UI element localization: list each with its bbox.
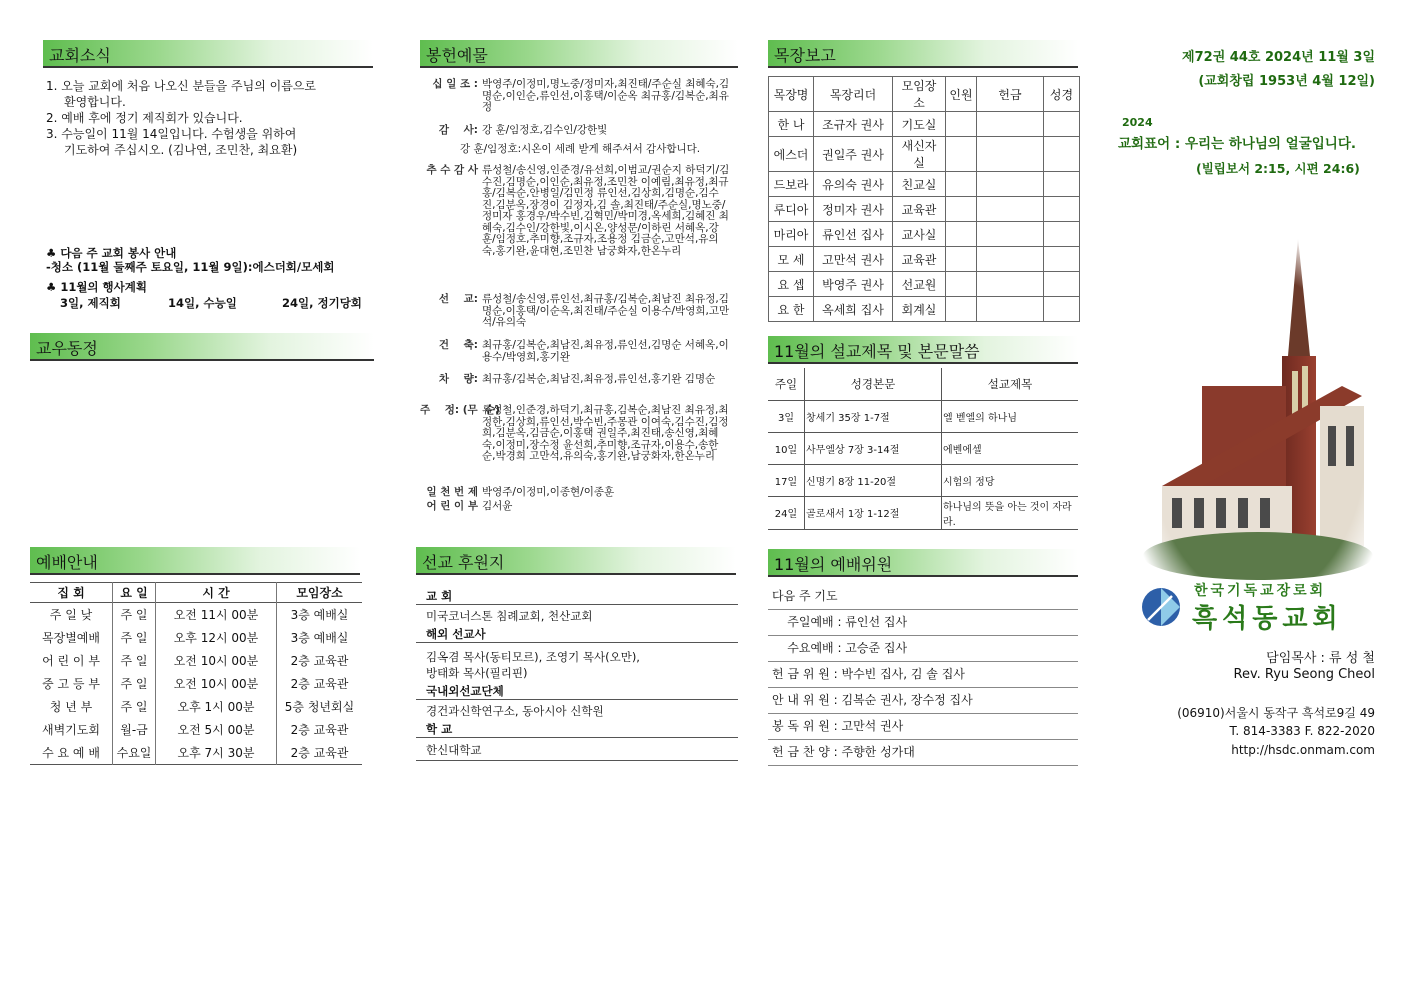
offering-names: 박영주/이정미,명노중/정미자,최진태/주순실 최혜숙,김명순,이인순,류인선,이홍택/이순옥 최규홍/김복순,최유정 — [482, 78, 730, 113]
cell: 3층 예배실 — [290, 608, 349, 622]
worship-guide-table — [30, 582, 362, 765]
offerings-header — [420, 40, 738, 68]
missions-title: 선교 후원지 — [422, 553, 505, 572]
motto: 교회표어 : 우리는 하나님의 얼굴입니다. — [1118, 136, 1356, 152]
news-item: 기도하여 주십시오. (김나연, 조민찬, 최요환) — [64, 143, 298, 157]
church-emblem-icon — [1140, 586, 1182, 628]
cell — [1044, 172, 1080, 197]
cell: 하나님의 뜻을 아는 것이 자라라. — [943, 501, 1072, 528]
offering-row — [420, 125, 730, 137]
news-title: 교회소식 — [49, 46, 111, 65]
col-header: 설교제목 — [987, 376, 1033, 391]
cell: 목장별예배 — [30, 626, 113, 649]
cell — [1044, 112, 1080, 137]
col-header: 성경본문 — [805, 368, 942, 400]
cell: 교사실 — [893, 222, 946, 247]
offering-label: 주 정: (무 순) — [420, 404, 500, 416]
news-item: 1. 오늘 교회에 처음 나오신 분들을 주님의 이름으로 — [46, 79, 316, 93]
cell — [1044, 137, 1080, 172]
event-item: 3일, 제직회 — [60, 296, 121, 310]
mission-group-head: 학 교 — [416, 721, 738, 738]
cell — [977, 272, 1044, 297]
offering-row — [420, 487, 730, 499]
offering-names: 강 훈/임정호:시온이 세례 받게 해주셔서 감사합니다. — [460, 143, 701, 155]
table-row — [769, 247, 1080, 272]
col-header: 목장리더 — [814, 77, 893, 112]
sermons-header — [768, 336, 1078, 364]
cell: 엘 벧엘의 하나님 — [943, 412, 1017, 424]
cell: 기도실 — [893, 112, 946, 137]
cell: 권일주 권사 — [814, 137, 893, 172]
offering-names: 류성철/송신영,인준경/유선희,이범교/권순지 하덕기/김수진,김명순,이인순,최유정,조민찬 이예림,최유정,최규홍/김복순,안병일/김민정 류인선,김상희,김명순,김수진,김분옥,장경이 김정자,김 솔,최진태/주순실,명노중/정미자 홍경우/박수빈,김혁민/박미경,옥세희,김혜진 최혜숙,김수인/강한빛,이시온,양성문/이하린 서혜옥,강 훈/임정호,추미향,조규자,조용정 김금순,고만석,유의숙,홍기완,윤대현,조민찬 남궁화자,한온누리 — [482, 164, 730, 257]
staff-line: 주일예배 : 류인선 집사 — [768, 610, 1078, 636]
cell: 청 년 부 — [30, 695, 113, 718]
col-header: 목장명 — [769, 77, 814, 112]
cell — [946, 172, 977, 197]
cell — [1044, 272, 1080, 297]
cell: 2층 교육관 — [290, 654, 349, 668]
staff-line: 안 내 위 원 : 김복순 권사, 장수정 집사 — [768, 688, 1078, 714]
mission-group-head: 교 회 — [416, 588, 738, 605]
cell-report-table — [768, 76, 1080, 322]
service-notice-title: ♣ 다음 주 교회 봉사 안내 — [46, 246, 177, 260]
offering-names: 최규홍/김복순,최남진,최유정,류인선,김명순 서혜옥,이용수/박영희,홍기완 — [482, 339, 729, 363]
offering-names: 강 훈/임정호,김수인/강한빛 — [482, 124, 608, 136]
table-row — [30, 695, 362, 718]
cell: 교육관 — [893, 247, 946, 272]
cell: 창세기 35장 1-7절 — [805, 400, 942, 432]
cell — [946, 112, 977, 137]
cell — [977, 172, 1044, 197]
cell — [977, 297, 1044, 322]
cell: 골로새서 1장 1-12절 — [805, 496, 942, 529]
cell: 루디아 — [769, 197, 814, 222]
cell: 주 일 — [113, 626, 156, 649]
phone: T. 814-3383 F. 822-2020 — [1229, 724, 1375, 738]
cell — [1044, 247, 1080, 272]
website-link[interactable]: http://hsdc.onmam.com — [1231, 743, 1375, 757]
cell: 조규자 권사 — [814, 112, 893, 137]
table-row — [768, 496, 1078, 529]
cell: 3층 예배실 — [290, 631, 349, 645]
cell: 오전 11시 00분 — [156, 603, 277, 627]
events-title: ♣ 11월의 행사계획 — [46, 280, 147, 294]
offering-label: 건 축: — [438, 339, 478, 351]
cell: 시험의 정당 — [943, 476, 995, 488]
cell: 정미자 권사 — [814, 197, 893, 222]
cell: 새벽기도회 — [30, 718, 113, 741]
sermons-title: 11월의 설교제목 및 본문말씀 — [774, 342, 980, 361]
offerings-title: 봉헌예물 — [426, 46, 488, 65]
cell: 수요일 — [113, 741, 156, 765]
cell: 3일 — [768, 400, 805, 432]
offering-row — [420, 144, 730, 156]
motto-year: 2024 — [1122, 116, 1153, 129]
cell — [977, 137, 1044, 172]
members-news-header — [30, 333, 374, 361]
cell: 어 린 이 부 — [30, 649, 113, 672]
cell: 월-금 — [113, 718, 156, 741]
cell: 2층 교육관 — [290, 746, 349, 760]
service-notice-line: -청소 (11월 둘째주 토요일, 11월 9일):에스더회/모세회 — [46, 260, 335, 274]
table-row — [768, 400, 1078, 432]
offering-label: 추 수 감 사 — [426, 164, 478, 176]
founded-line: (교회창립 1953년 4월 12일) — [1198, 74, 1375, 89]
cell: 오전 10시 00분 — [156, 672, 277, 695]
cell: 회계실 — [893, 297, 946, 322]
issue-line: 제72권 44호 2024년 11월 3일 — [1182, 50, 1375, 65]
offering-label: 어 린 이 부 — [426, 500, 478, 512]
mission-line: 한신대학교 — [416, 742, 738, 761]
offering-names: 박영주/이정미,이종현/이종훈 — [482, 486, 615, 498]
cell — [946, 272, 977, 297]
table-row — [30, 718, 362, 741]
col-header: 주일 — [768, 368, 805, 400]
table-row — [30, 603, 362, 627]
cell: 친교실 — [893, 172, 946, 197]
pastor-ko: 담임목사 : 류 성 철 — [1266, 651, 1375, 666]
worship-staff-list — [768, 584, 1078, 766]
cell: 수 요 예 배 — [30, 741, 113, 765]
cell — [946, 137, 977, 172]
cell: 선교원 — [893, 272, 946, 297]
cell: 옥세희 집사 — [814, 297, 893, 322]
offering-label: 십 일 조 : — [432, 78, 478, 90]
cell: 모 세 — [769, 247, 814, 272]
offering-row — [420, 501, 730, 513]
cell: 주 일 — [113, 603, 156, 627]
cell — [946, 197, 977, 222]
table-row — [30, 626, 362, 649]
cell: 드보라 — [769, 172, 814, 197]
news-item: 2. 예배 후에 정기 제직회가 있습니다. — [46, 111, 243, 125]
cell: 요 한 — [769, 297, 814, 322]
event-item: 14일, 수능일 — [168, 296, 237, 310]
mission-line: 미국코너스톤 침례교회, 천산교회 — [426, 609, 593, 623]
church-logo — [1140, 583, 1380, 636]
cell — [946, 247, 977, 272]
address: (06910)서울시 동작구 흑석로9길 49 — [1177, 706, 1375, 720]
offering-names: 류성철/송신영,류인선,최규홍/김복순,최남진 최유정,김명순,이홍택/이순옥,최진태/주순실 이용수/박영희,고만석/유의숙 — [482, 293, 730, 328]
table-row — [30, 672, 362, 695]
table-row — [769, 112, 1080, 137]
mission-line: 김옥겸 목사(동티모르), 조영기 목사(오만), — [426, 650, 640, 664]
worship-staff-title: 11월의 예배위원 — [774, 555, 893, 574]
offering-label: 일 천 번 제 — [426, 486, 478, 498]
table-row — [769, 137, 1080, 172]
cell: 오후 7시 30분 — [156, 741, 277, 765]
mission-line: 경건과신학연구소, 동아시아 신학원 — [426, 704, 604, 718]
members-news-title: 교우동정 — [36, 339, 98, 358]
cell: 교육관 — [893, 197, 946, 222]
cell: 오후 1시 00분 — [156, 695, 277, 718]
offering-label: 감 사: — [438, 124, 478, 136]
cell — [1044, 222, 1080, 247]
offering-names: 김서윤 — [482, 500, 513, 512]
staff-line: 수요예배 : 고승준 집사 — [768, 636, 1078, 662]
cell: 유의숙 권사 — [814, 172, 893, 197]
cell: 한 나 — [769, 112, 814, 137]
cell — [1044, 297, 1080, 322]
mission-line: 방태화 목사(필리핀) — [426, 666, 528, 680]
cell: 오전 10시 00분 — [156, 649, 277, 672]
table-row — [768, 464, 1078, 496]
cell: 5층 청년회실 — [284, 700, 355, 714]
news-list — [46, 78, 376, 158]
offering-row — [420, 294, 730, 329]
cell: 주 일 낮 — [30, 603, 113, 627]
offering-names: 류성철,인준경,하덕기,최규홍,김복순,최남진 최유정,최정한,김상희,류인선,박수빈,주몽관 이여숙,김수진,김정희,김분옥,김금순,이홍택 권일주,최진태,송신영,최혜숙,이정미,장수정 윤선희,추미향,조규자,이용수,송한순,박경희 고만석,유의숙,홍기완,남궁화자,한온누리 — [482, 404, 729, 462]
cell — [1044, 197, 1080, 222]
service-notice — [46, 246, 376, 274]
staff-line: 다음 주 기도 — [768, 584, 1078, 610]
worship-staff-header — [768, 549, 1078, 577]
col-header: 시 간 — [156, 583, 277, 603]
table-row — [769, 197, 1080, 222]
cell: 주 일 — [113, 695, 156, 718]
offering-label: 차 량: — [438, 373, 478, 385]
news-item: 환영합니다. — [64, 95, 126, 109]
table-row — [30, 741, 362, 765]
cell: 24일 — [768, 496, 805, 529]
denomination: 한국기독교장로회 — [1194, 583, 1327, 599]
motto-verse: (빌립보서 2:15, 시편 24:6) — [1196, 161, 1360, 176]
offering-row — [420, 374, 730, 386]
cell — [977, 112, 1044, 137]
offering-row — [420, 79, 730, 114]
missions-list — [416, 588, 738, 761]
cell: 주 일 — [113, 649, 156, 672]
table-row — [769, 172, 1080, 197]
staff-line: 봉 독 위 원 : 고만석 권사 — [768, 714, 1078, 740]
cell: 10일 — [768, 432, 805, 464]
cell: 2층 교육관 — [290, 677, 349, 691]
cell-report-header — [768, 40, 1078, 68]
cell: 고만석 권사 — [814, 247, 893, 272]
cell: 새신자실 — [893, 137, 946, 172]
offering-row — [420, 165, 730, 257]
cell: 17일 — [768, 464, 805, 496]
cell: 신명기 8장 11-20절 — [805, 464, 942, 496]
cell: 주 일 — [113, 672, 156, 695]
cell: 오전 5시 00분 — [156, 718, 277, 741]
cell: 에스더 — [769, 137, 814, 172]
staff-line: 헌 금 찬 양 : 주향한 성가대 — [768, 740, 1078, 766]
col-header: 모임장소 — [296, 586, 343, 600]
cell: 사무엘상 7장 3-14절 — [805, 432, 942, 464]
mission-group-head: 해외 선교사 — [416, 626, 738, 643]
table-row — [30, 649, 362, 672]
cell: 류인선 집사 — [814, 222, 893, 247]
sermons-table — [768, 368, 1078, 530]
col-header: 성경 — [1044, 77, 1080, 112]
worship-guide-header — [30, 547, 360, 575]
table-row — [769, 297, 1080, 322]
news-item: 3. 수능일이 11월 14일입니다. 수험생을 위하여 — [46, 127, 297, 141]
offering-row — [420, 340, 730, 363]
cell: 오후 12시 00분 — [156, 626, 277, 649]
pastor-en: Rev. Ryu Seong Cheol — [1233, 667, 1375, 682]
offering-names: 최규홍/김복순,최남진,최유정,류인선,홍기완 김명순 — [482, 373, 716, 385]
news-header — [43, 40, 373, 68]
cell: 2층 교육관 — [290, 723, 349, 737]
cell: 박영주 권사 — [814, 272, 893, 297]
missions-header — [416, 547, 736, 575]
cell — [946, 222, 977, 247]
staff-line: 헌 금 위 원 : 박수빈 집사, 김 솔 집사 — [768, 662, 1078, 688]
cell: 요 셉 — [769, 272, 814, 297]
offering-label: 선 교: — [438, 293, 478, 305]
col-header: 모임장소 — [893, 77, 946, 112]
cell: 마리아 — [769, 222, 814, 247]
col-header: 헌금 — [977, 77, 1044, 112]
event-item: 24일, 정기당회 — [282, 296, 362, 310]
col-header: 요 일 — [113, 583, 156, 603]
table-row — [769, 222, 1080, 247]
table-row — [769, 272, 1080, 297]
cell: 중 고 등 부 — [30, 672, 113, 695]
cell — [977, 197, 1044, 222]
church-name: 흑석동교회 — [1192, 604, 1343, 634]
cell — [946, 297, 977, 322]
worship-guide-title: 예배안내 — [36, 553, 98, 572]
offering-label — [420, 144, 460, 156]
table-row — [768, 432, 1078, 464]
cell — [977, 222, 1044, 247]
mission-group-head: 국내외선교단체 — [416, 683, 738, 700]
events — [46, 279, 376, 311]
cell-report-title: 목장보고 — [774, 46, 836, 65]
col-header: 집 회 — [30, 583, 113, 603]
offering-row — [420, 405, 730, 463]
col-header: 인원 — [946, 77, 977, 112]
church-photo — [1142, 236, 1374, 584]
cell: 에벤에셀 — [943, 444, 982, 456]
cell — [977, 247, 1044, 272]
